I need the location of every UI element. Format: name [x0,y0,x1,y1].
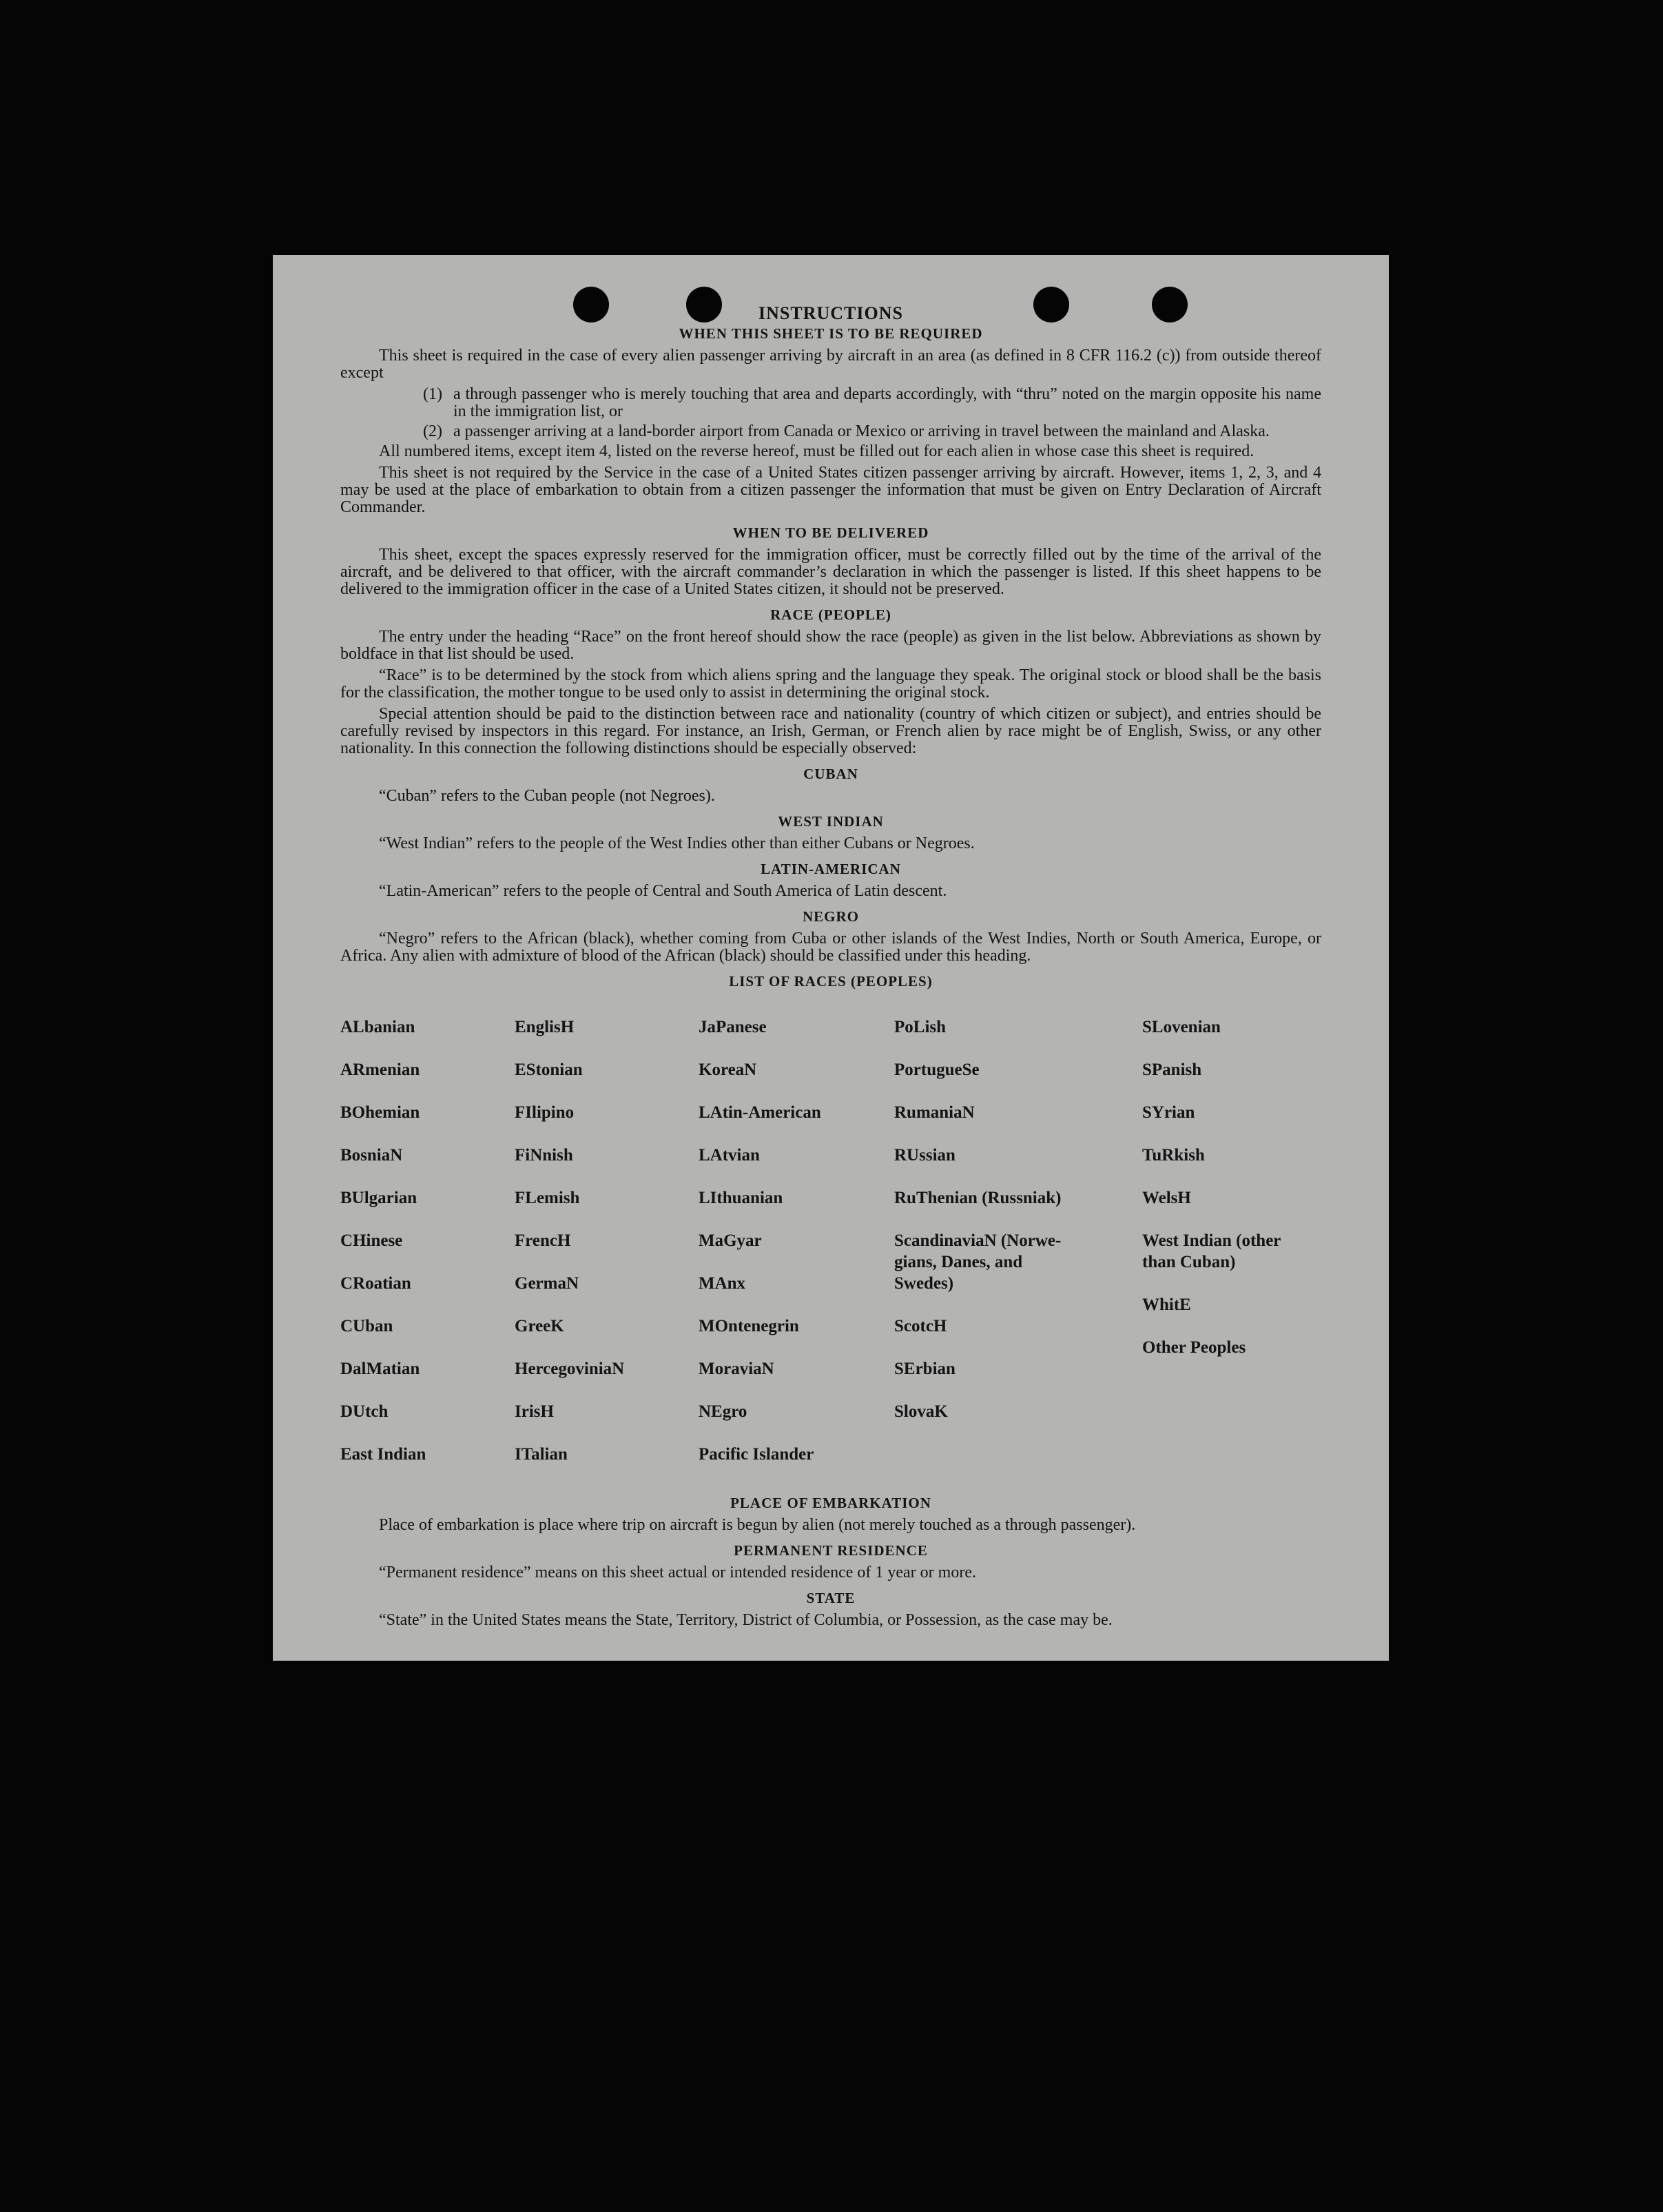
races-column-5 [1142,995,1321,1486]
heading-latin-american: LATIN-AMERICAN [761,861,901,877]
race-entry: SLovenian [1142,1018,1221,1036]
heading-state: STATE [806,1590,856,1606]
race-entry: FIlipino [515,1103,575,1122]
when-delivered-paragraph: This sheet, except the spaces expressly reserved for the immigration officer, must be correctly filled out by the time of the arrival of the aircraft, and be delivered to that officer, with the aircraft commander’s declaration in which the passenger is listed. If this sheet happens to be delivered to the immigration officer in the case of a United States citizen, it should not be preserved. [340,546,1321,598]
race-entry: RumaniaN [894,1103,975,1122]
residence-paragraph: “Permanent residence” means on this sheet actual or intended residence of 1 year or more. [379,1564,976,1581]
exception-item-number: (1) [423,385,442,403]
race-entry: EnglisH [515,1018,575,1036]
heading-cuban: CUBAN [803,766,858,782]
race-entry: Other Peoples [1142,1338,1246,1357]
race-entry: WelsH [1142,1189,1191,1207]
heading-west-indian: WEST INDIAN [778,813,884,830]
heading-residence: PERMANENT RESIDENCE [734,1542,928,1559]
race-entry: FiNnish [515,1146,573,1165]
race-entry: MoraviaN [699,1360,774,1378]
race-entry: SYrian [1142,1103,1195,1122]
race-entry: CUban [340,1317,393,1335]
races-column-3 [699,995,894,1486]
race-entry: WhitE [1142,1296,1191,1314]
heading-when-delivered: WHEN TO BE DELIVERED [732,524,929,541]
race-entry: LAtvian [699,1146,760,1165]
heading-embarkation: PLACE OF EMBARKATION [730,1495,931,1511]
races-column-4 [894,995,1142,1486]
when-required-paragraph-2: All numbered items, except item 4, listed on the reverse hereof, must be filled out for each alien in whose case this sheet is required. [379,442,1254,460]
race-entry: SPanish [1142,1061,1202,1079]
cuban-paragraph: “Cuban” refers to the Cuban people (not Negroes). [379,787,715,805]
race-entry: BUlgarian [340,1189,417,1207]
page-title: INSTRUCTIONS [758,303,903,323]
race-entry: LAtin-American [699,1103,821,1122]
state-paragraph: “State” in the United States means the State, Territory, District of Columbia, or Possession, as the case may be. [379,1611,1113,1629]
race-entry: ScotcH [894,1317,947,1335]
race-entry: West Indian (other than Cuban) [1142,1231,1281,1271]
race-entry: MaGyar [699,1231,762,1250]
latin-american-paragraph: “Latin-American” refers to the people of Central and South America of Latin descent. [379,882,947,900]
race-entry: PoLish [894,1018,947,1036]
document-sheet [273,255,1389,1661]
when-required-intro: This sheet is required in the case of every alien passenger arriving by aircraft in an area (as defined in 8 CFR 116.2 (c)) from outside thereof except [340,347,1321,382]
race-entry: HercegoviniaN [515,1360,625,1378]
race-entry: CHinese [340,1231,403,1250]
race-paragraph-3: Special attention should be paid to the distinction between race and nationality (country of which citizen or subject), and entries should be carefully revised by inspectors in this regard. For instance, an Irish, German, or French alien by race might be of English, Swiss, or any other nationality. In this connection the following distinctions should be especially observed: [340,705,1321,757]
exception-item-1 [423,386,1321,420]
race-entry: MOntenegrin [699,1317,799,1335]
race-entry: ScandinaviaN (Norwe- gians, Danes, and Swedes) [894,1231,1062,1293]
race-entry: CRoatian [340,1274,411,1293]
race-entry: ALbanian [340,1018,415,1036]
instructions-body [340,303,1321,1633]
race-entry: RuThenian (Russniak) [894,1189,1062,1207]
exception-item-text: a through passenger who is merely touching that area and departs accordingly, with “thru” noted on the margin opposite his name in the immigration list, or [453,385,1321,420]
heading-negro: NEGRO [802,908,859,925]
race-entry: FLemish [515,1189,580,1207]
race-entry: GermaN [515,1274,579,1293]
exception-item-2 [423,423,1321,440]
west-indian-paragraph: “West Indian” refers to the people of the West Indies other than either Cubans or Negroes. [379,834,975,852]
race-entry: DUtch [340,1402,389,1421]
races-column-1 [340,995,515,1486]
race-entry: PortugueSe [894,1061,980,1079]
race-entry: ITalian [515,1445,568,1464]
race-entry: EStonian [515,1061,583,1079]
races-column-2 [515,995,699,1486]
race-entry: SlovaK [894,1402,948,1421]
list-of-races [340,995,1321,1486]
race-entry: FrencH [515,1231,571,1250]
negro-paragraph: “Negro” refers to the African (black), whether coming from Cuba or other islands of the West Indies, North or South America, Europe, or Africa. Any alien with admixture of blood of the African (black) should be classified under this heading. [340,930,1321,965]
race-entry: KoreaN [699,1061,757,1079]
race-entry: BOhemian [340,1103,420,1122]
race-entry: BosniaN [340,1146,403,1165]
race-entry: MAnx [699,1274,746,1293]
race-entry: East Indian [340,1445,426,1464]
when-required-paragraph-3: This sheet is not required by the Service in the case of a United States citizen passenger arriving by aircraft. However, items 1, 2, 3, and 4 may be used at the place of embarkation to obtain from a citizen passenger the information that must be given on Entry Declaration of Aircraft Commander. [340,464,1321,516]
race-entry: SErbian [894,1360,956,1378]
race-paragraph-1: The entry under the heading “Race” on the front hereof should show the race (people) as given in the list below. Abbreviations as shown by boldface in that list should be used. [340,628,1321,663]
heading-list-of-races: LIST OF RACES (PEOPLES) [729,973,933,990]
race-entry: GreeK [515,1317,564,1335]
race-entry: Pacific Islander [699,1445,814,1464]
race-paragraph-2: “Race” is to be determined by the stock from which aliens spring and the language they speak. The original stock or blood shall be the basis for the classification, the mother tongue to be used only to assist in determining the original stock. [340,666,1321,702]
race-entry: LIthuanian [699,1189,783,1207]
heading-race: RACE (PEOPLE) [770,606,891,623]
embarkation-paragraph: Place of embarkation is place where trip on aircraft is begun by alien (not merely touched as a through passenger). [379,1516,1136,1534]
race-entry: TuRkish [1142,1146,1205,1165]
exception-item-text: a passenger arriving at a land-border airport from Canada or Mexico or arriving in travel between the mainland and Alaska. [453,422,1270,440]
exception-item-number: (2) [423,422,442,440]
race-entry: ARmenian [340,1061,420,1079]
race-entry: NEgro [699,1402,747,1421]
race-entry: RUssian [894,1146,956,1165]
race-entry: DalMatian [340,1360,420,1378]
heading-when-required: WHEN THIS SHEET IS TO BE REQUIRED [679,325,983,342]
race-entry: JaPanese [699,1018,767,1036]
race-entry: IrisH [515,1402,554,1421]
